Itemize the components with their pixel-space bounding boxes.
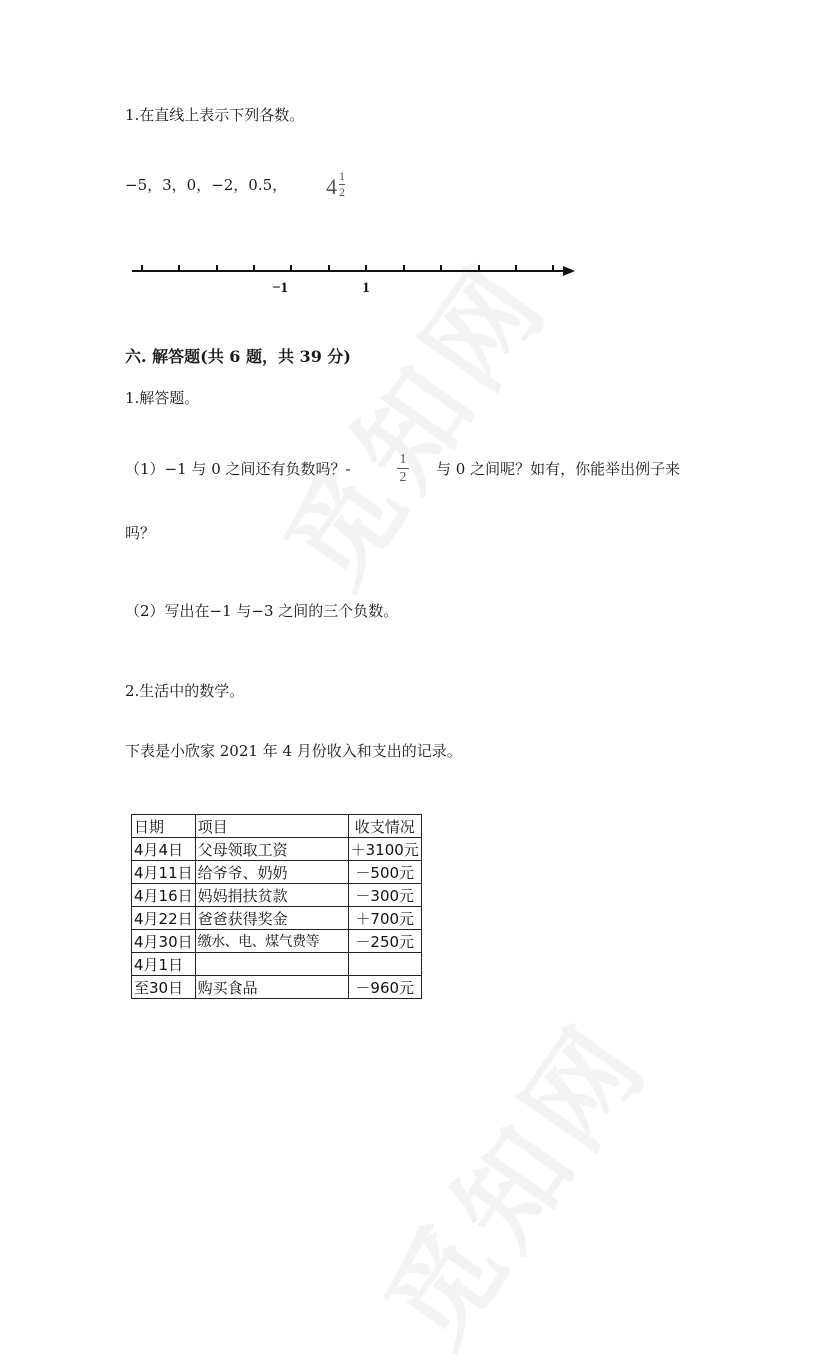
header-date: 日期: [132, 815, 196, 838]
table-row: [132, 976, 422, 999]
cell-date: 4月4日: [132, 838, 196, 861]
cell-amount: －250元: [348, 930, 421, 953]
q2-title: 1.解答题。: [125, 389, 200, 407]
number-line: [125, 258, 585, 303]
cell-date: 4月30日: [132, 930, 196, 953]
cell-amount: [348, 953, 421, 976]
cell-item: 购买食品: [195, 976, 348, 999]
q1-prompt: 1.在直线上表示下列各数。: [125, 106, 305, 124]
table-row: [132, 884, 422, 907]
watermark-bottom: [342, 986, 678, 1372]
cell-item: 给爷爷、奶奶: [195, 861, 348, 884]
section-title: 六. 解答题(共 6 题，共 39 分): [125, 347, 351, 366]
cell-item: [195, 953, 348, 976]
mixed-numerator: 1: [339, 169, 345, 183]
tick-label-1: 1: [362, 280, 370, 296]
header-item: 项目: [195, 815, 348, 838]
table-row: [132, 861, 422, 884]
q2-part1-end: 与 0 之间呢？如有，你能举出例子来: [436, 460, 681, 478]
q3-desc: 下表是小欣家 2021 年 4 月份收入和支出的记录。: [125, 742, 462, 760]
cell-amount: －300元: [348, 884, 421, 907]
table-row: [132, 953, 422, 976]
q2-frac-denominator: 2: [399, 470, 407, 485]
cell-date: 至30日: [132, 976, 196, 999]
cell-item: 爸爸获得奖金: [195, 907, 348, 930]
cell-date: 4月16日: [132, 884, 196, 907]
cell-amount: －500元: [348, 861, 421, 884]
cell-date: 4月11日: [132, 861, 196, 884]
table-row: [132, 907, 422, 930]
q2-fraction: [397, 452, 409, 485]
cell-item: 缴水、电、煤气费等: [195, 930, 348, 953]
q3-title: 2.生活中的数学。: [125, 682, 245, 700]
table-row: [132, 838, 422, 861]
cell-item: 父母领取工资: [195, 838, 348, 861]
cell-amount: ＋3100元: [348, 838, 421, 861]
q2-frac-bar: [397, 468, 409, 469]
cell-date: 4月22日: [132, 907, 196, 930]
q2-frac-numerator: 1: [399, 452, 407, 467]
number-line-arrow: [563, 266, 575, 276]
income-expense-table: [131, 814, 422, 999]
mixed-denominator: 2: [339, 185, 345, 199]
header-amount: 收支情况: [348, 815, 421, 838]
q2-part1-start: （1）−1 与 0 之间还有负数吗？-: [125, 460, 351, 478]
mixed-fraction: [339, 170, 345, 199]
q1-numbers: −5，3，0，−2，0.5，: [125, 176, 288, 194]
cell-amount: －960元: [348, 976, 421, 999]
cell-amount: ＋700元: [348, 907, 421, 930]
tick-label-neg1: −1: [271, 280, 289, 296]
cell-date: 4月1日: [132, 953, 196, 976]
cell-item: 妈妈捐扶贫款: [195, 884, 348, 907]
q2-part2: （2）写出在−1 与−3 之间的三个负数。: [125, 602, 399, 620]
q2-part1-cont: 吗？: [125, 524, 156, 542]
table-row: [132, 930, 422, 953]
table-header-row: [132, 815, 422, 838]
mixed-whole: 4: [326, 174, 337, 199]
